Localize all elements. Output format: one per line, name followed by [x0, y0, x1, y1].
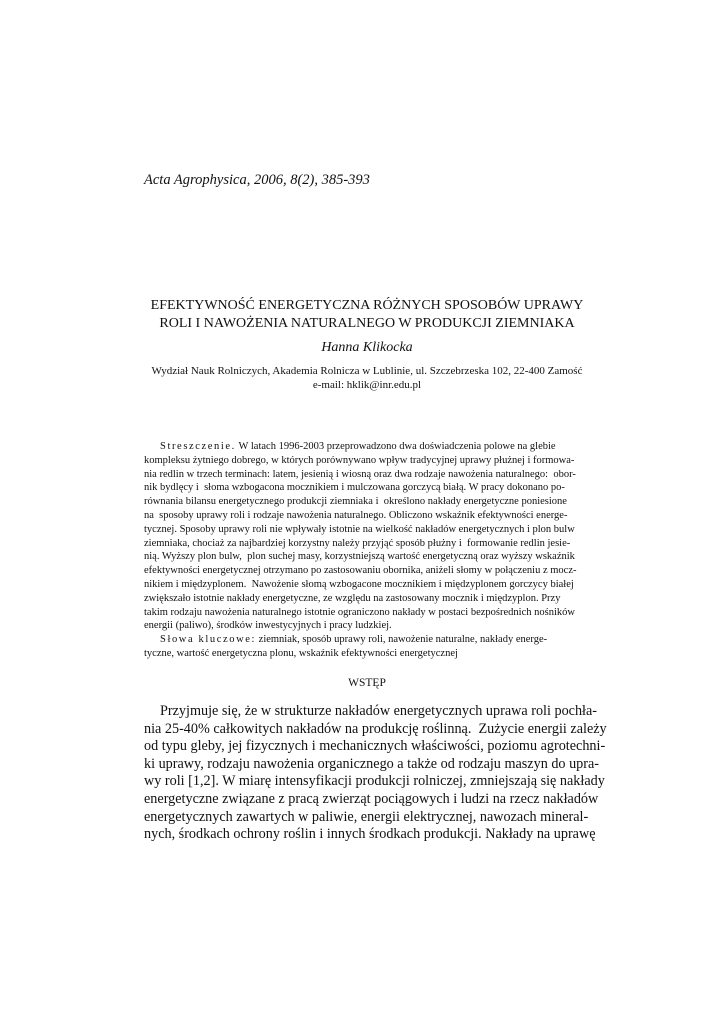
author-name: Hanna Klikocka	[321, 340, 413, 355]
section-heading: WSTĘP	[348, 677, 386, 689]
body-line: energetyczne związane z pracą zwierząt pociągowych i ludzi na rzecz nakładów	[144, 790, 599, 807]
article-title	[130, 297, 604, 333]
abstract-line	[144, 440, 582, 454]
affiliation-block	[130, 364, 604, 392]
abstract-line: nią. Wyższy plon bulw, plon suchej masy, korzystniejszą wartość energetyczną oraz wyższy wskaźnik	[144, 551, 575, 563]
abstract-line: równania bilansu energetycznego produkcji ziemniaka i określono nakłady energetyczne poniesione	[144, 496, 567, 508]
abstract-line: kompleksu żytniego dobrego, w których porównywano wpływ tradycyjnej uprawy płużnej i formowa-	[144, 454, 575, 466]
abstract-line: ziemniaka, chociaż za najbardziej korzystny należy przyjąć sposób płużny i formowanie redlin jesie-	[144, 537, 571, 549]
keywords-line: tyczne, wartość energetyczna plonu, wskaźnik efektywności energetycznej	[144, 647, 458, 659]
abstract	[144, 440, 582, 661]
keywords-text: ziemniak, sposób uprawy roli, nawożenie naturalne, nakłady energe-	[258, 634, 548, 646]
email: e-mail: hklik@inr.edu.pl	[312, 379, 422, 391]
body-line: ki uprawy, rodzaju nawożenia organicznego a także od rodzaju maszyn do upra-	[144, 755, 599, 772]
abstract-line: efektywności energetycznej otrzymano po zastosowaniu obornika, aniżeli słomy w połączeniu z mocz-	[144, 565, 577, 577]
title-line: ROLI I NAWOŻENIA NATURALNEGO W PRODUKCJI ZIEMNIAKA	[159, 316, 575, 331]
abstract-label: Streszczenie.	[160, 441, 236, 452]
abstract-text: W latach 1996-2003 przeprowadzono dwa doświadczenia polowe na glebie	[238, 441, 556, 452]
abstract-line: tycznej. Sposoby uprawy roli nie wpływały istotnie na wielkość nakładów energetycznych i plon bulw	[144, 523, 575, 535]
body-text	[144, 703, 607, 844]
keywords-label: Słowa kluczowe:	[160, 634, 257, 646]
title-line: EFEKTYWNOŚĆ ENERGETYCZNA RÓŻNYCH SPOSOBÓW UPRAWY	[150, 298, 584, 313]
journal-reference: Acta Agrophysica, 2006, 8(2), 385-393	[144, 172, 370, 188]
body-line: od typu gleby, jej fizycznych i mechanicznych właściwości, poziomu agrotechni-	[144, 738, 606, 755]
abstract-line: nik bydlęcy i słoma wzbogacona mocznikiem i mulczowana gorczycą białą. W pracy dokonano po-	[144, 482, 565, 494]
body-line: wy roli [1,2]. W miarę intensyfikacji produkcji rolniczej, zmniejszają się nakłady	[144, 773, 605, 790]
abstract-line: energii (paliwo), środków inwestycyjnych i pracy ludzkiej.	[144, 620, 392, 632]
body-line: nych, środkach ochrony roślin i innych środkach produkcji. Nakłady na uprawę	[144, 826, 596, 843]
body-line: energetycznych zawartych w paliwie, energii elektrycznej, nawozach mineral-	[144, 808, 589, 825]
body-line: Przyjmuje się, że w strukturze nakładów energetycznych uprawa roli pochła-	[160, 703, 598, 719]
body-line: nia 25-40% całkowitych nakładów na produkcję roślinną. Zużycie energii zależy	[144, 720, 607, 737]
affiliation: Wydział Nauk Rolniczych, Akademia Rolnicza w Lublinie, ul. Szczebrzeska 102, 22-400 Zamość	[151, 365, 583, 377]
abstract-line: na sposoby uprawy roli i rodzaje nawożenia naturalnego. Obliczono wskaźnik efektywności energe-	[144, 509, 568, 521]
keywords-line	[144, 633, 582, 647]
abstract-line: nia redlin w trzech terminach: latem, jesienią i wiosną oraz dwa rodzaje nawożenia naturalnego: obor-	[144, 468, 576, 480]
abstract-line: zwiększało istotnie nakłady energetyczne, ze względu na zastosowany mocznik i międzyplon. Przy	[144, 592, 561, 604]
abstract-line: nikiem i międzyplonem. Nawożenie słomą wzbogacone mocznikiem i międzyplonem gorczycy białej	[144, 578, 574, 590]
abstract-line: takim rodzaju nawożenia naturalnego istotnie ograniczono nakłady w postaci bezpośrednich nośników	[144, 606, 575, 618]
